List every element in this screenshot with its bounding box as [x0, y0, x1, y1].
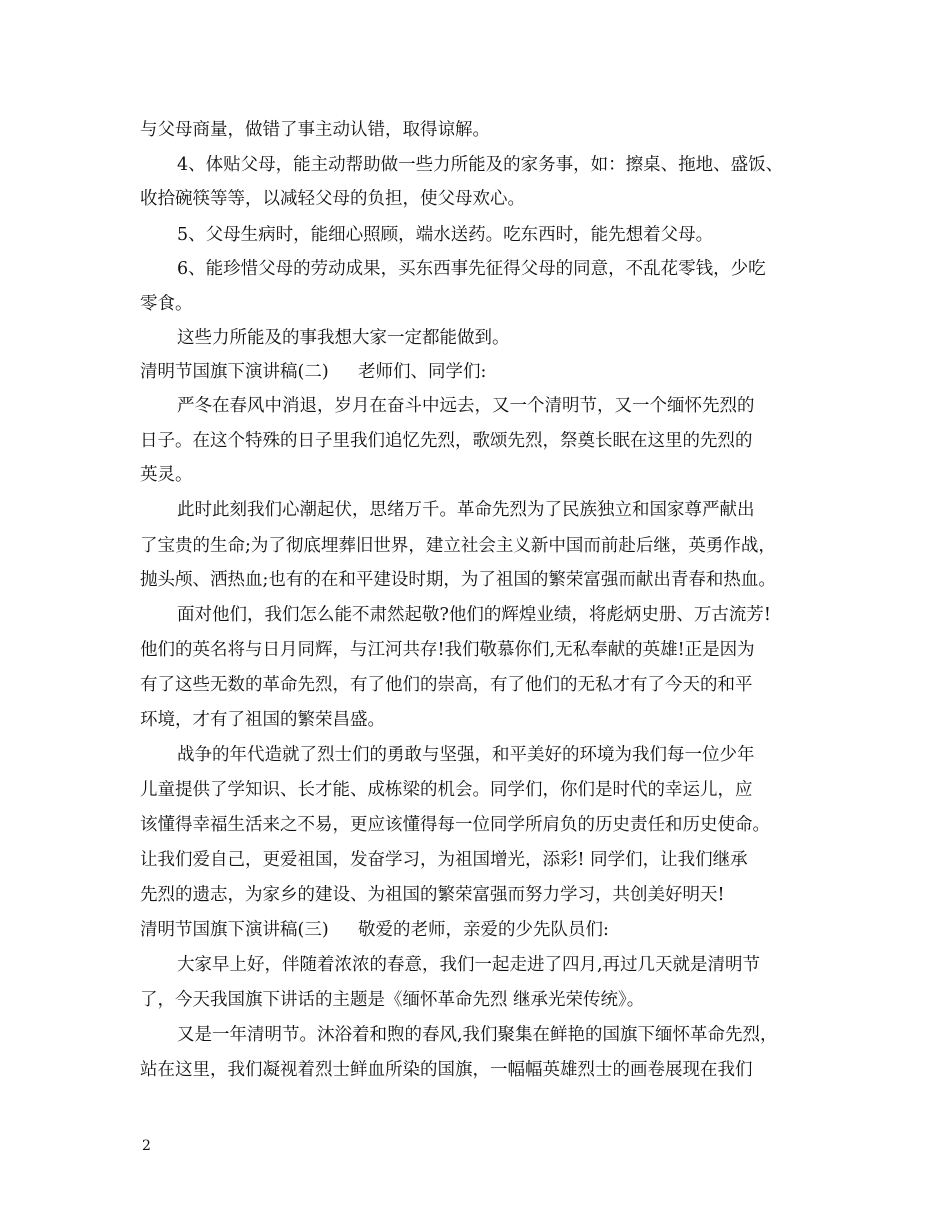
- text-line: 有了这些无数的革命先烈，有了他们的崇高，有了他们的无私才有了今天的和平: [140, 675, 753, 695]
- text-line: 环境，才有了祖国的繁荣昌盛。: [140, 710, 385, 730]
- text-line: 又是一年清明节。沐浴着和煦的春风,我们聚集在鲜艳的国旗下缅怀革命先烈，: [177, 1025, 778, 1045]
- text-line: 战争的年代造就了烈士们的勇敢与坚强，和平美好的环境为我们每一位少年: [177, 745, 755, 765]
- text-line: 零食。: [140, 294, 193, 314]
- text-line: 大家早上好，伴随着浓浓的春意，我们一起走进了四月,再过几天就是清明节: [177, 955, 761, 975]
- text-line: 严冬在春风中消退，岁月在奋斗中远去，又一个清明节，又一个缅怀先烈的: [177, 396, 755, 416]
- text-line: 抛头颅、洒热血;也有的在和平建设时期，为了祖国的繁荣富强而献出青春和热血。: [140, 570, 776, 590]
- text-line: 先烈的遗志，为家乡的建设、为祖国的繁荣富强而努力学习，共创美好明天!: [140, 885, 725, 905]
- text-line: 此时此刻我们心潮起伏，思绪万千。革命先烈为了民族独立和国家尊严献出: [177, 500, 755, 520]
- text-line: 5、父母生病时，能细心照顾，端水送药。吃东西时，能先想着父母。: [177, 225, 714, 245]
- text-line: 面对他们，我们怎么能不肃然起敬?他们的辉煌业绩，将彪炳史册、万古流芳!: [177, 605, 771, 625]
- speech-greeting: 老师们、同学们:: [358, 362, 487, 382]
- text-line: 了，今天我国旗下讲话的主题是《缅怀革命先烈 继承光荣传统》。: [140, 990, 645, 1010]
- text-line: 收拾碗筷等等，以减轻父母的负担，使父母欢心。: [140, 189, 525, 209]
- speech-heading: [140, 360, 486, 384]
- text-line: 该懂得幸福生活来之不易，更应该懂得每一位同学所肩负的历史责任和历史使命。: [140, 815, 770, 835]
- speech-greeting: 敬爱的老师，亲爱的少先队员们:: [358, 920, 609, 940]
- text-line: 这些力所能及的事我想大家一定都能做到。: [177, 328, 510, 348]
- speech-heading: [140, 918, 609, 942]
- text-line: 6、能珍惜父母的劳动成果，买东西事先征得父母的同意，不乱花零钱，少吃: [177, 259, 766, 279]
- text-line: 他们的英名将与日月同辉，与江河共存!我们敬慕你们,无私奉献的英雄!正是因为: [140, 640, 755, 660]
- text-line: 与父母商量，做错了事主动认错，取得谅解。: [140, 120, 490, 140]
- text-line: 儿童提供了学知识、长才能、成栋梁的机会。同学们，你们是时代的幸运儿，应: [140, 780, 753, 800]
- text-line: 英灵。: [140, 465, 193, 485]
- speech-title: 清明节国旗下演讲稿(三): [140, 920, 329, 940]
- text-line: 站在这里，我们凝视着烈士鲜血所染的国旗，一幅幅英雄烈士的画卷展现在我们: [140, 1060, 753, 1080]
- speech-title: 清明节国旗下演讲稿(二): [140, 362, 329, 382]
- page-number: 2: [142, 1138, 151, 1154]
- text-line: 让我们爱自己，更爱祖国，发奋学习，为祖国增光，添彩! 同学们，让我们继承: [140, 850, 748, 870]
- text-line: 了宝贵的生命;为了彻底埋葬旧世界，建立社会主义新中国而前赴后继，英勇作战，: [140, 536, 776, 556]
- text-line: 4、体贴父母，能主动帮助做一些力所能及的家务事，如：擦桌、拖地、盛饭、: [177, 155, 784, 175]
- text-line: 日子。在这个特殊的日子里我们追忆先烈，歌颂先烈，祭奠长眠在这里的先烈的: [140, 431, 753, 451]
